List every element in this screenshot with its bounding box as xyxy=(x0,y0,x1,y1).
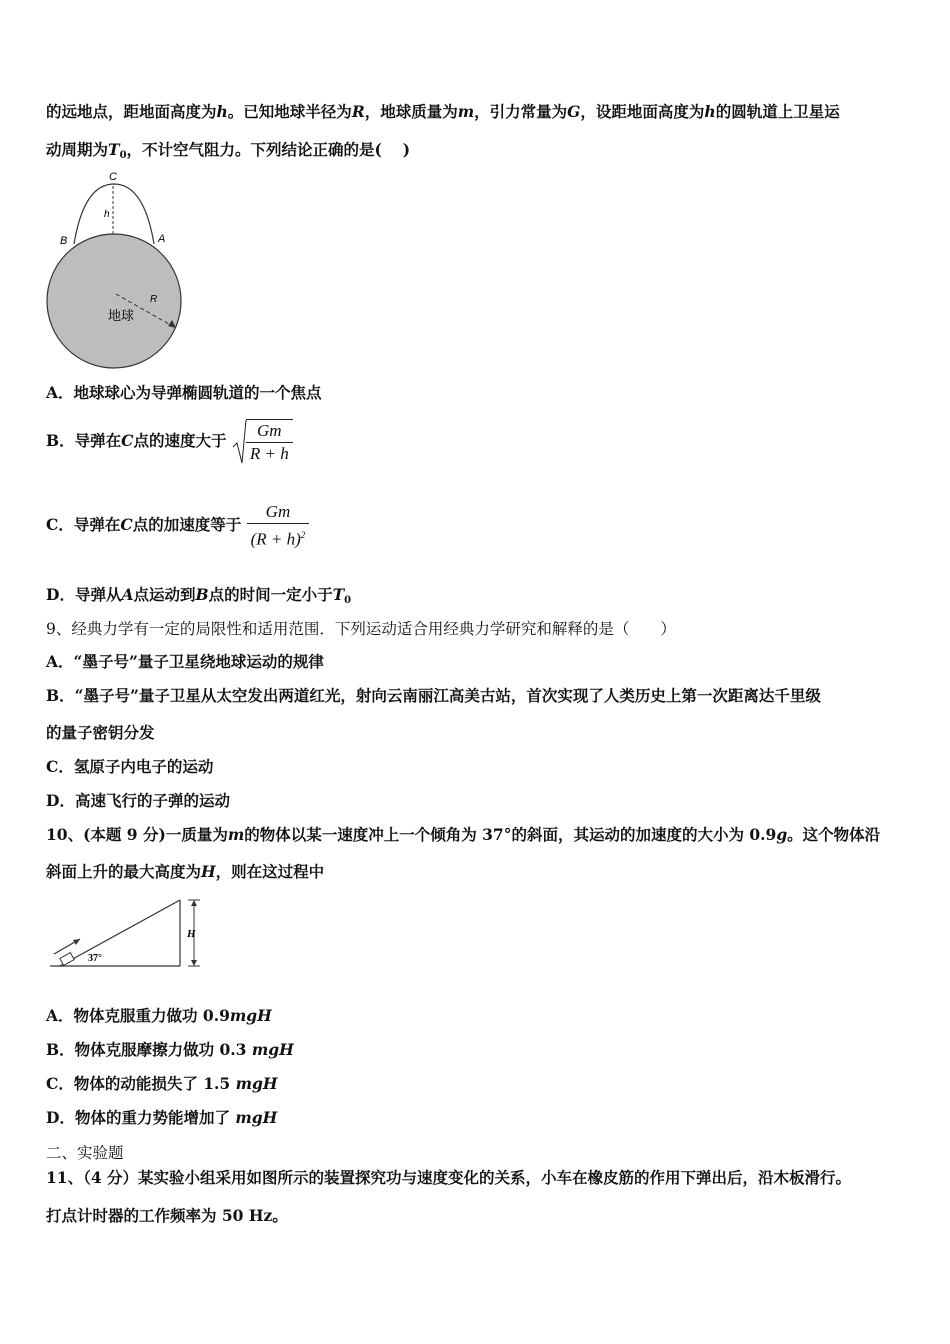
earth-circle xyxy=(47,234,181,368)
q9-option-b-line-1: B．“墨子号”量子卫星从太空发出两道红光，射向云南丽江高美古站，首次实现了人类历史上第一次距离达千里级 xyxy=(46,686,821,705)
label-h-height: H xyxy=(187,928,196,940)
label-c: C xyxy=(109,171,117,183)
q9-option-c: C．氢原子内电子的运动 xyxy=(46,757,214,776)
q8-stem-line-1: 的远地点，距地面高度为h。已知地球半径为R，地球质量为m，引力常量为G，设距地面高度为h的圆轨道上卫星运 xyxy=(46,102,840,121)
q8-stem-line-2: 动周期为$T_0$，不计空气阻力。下列结论正确的是( ) xyxy=(46,140,411,161)
label-earth: 地球 xyxy=(108,309,135,324)
q8-option-c: C．导弹在C点的加速度等于 $\frac{Gm}{(R + h)^2}$ xyxy=(46,500,309,551)
incline-slope xyxy=(60,900,180,966)
label-b: B xyxy=(60,235,68,247)
label-h: h xyxy=(104,209,110,220)
q9-option-d: D．高速飞行的子弹的运动 xyxy=(46,791,230,810)
q9-option-a: A．“墨子号”量子卫星绕地球运动的规律 xyxy=(46,652,324,671)
accel-fraction: $\frac{Gm}{(R + h)^2}$ xyxy=(247,501,310,551)
q8-option-a: A．地球球心为导弹椭圆轨道的一个焦点 xyxy=(46,383,322,402)
q8-option-b: B．导弹在C点的速度大于 $\frac{Gm}{R + h}$ xyxy=(46,418,293,465)
block xyxy=(60,953,74,966)
incline-figure xyxy=(46,892,208,972)
q10-stem-line-1: 10、(本题 9 分)一质量为m的物体以某一速度冲上一个倾角为 37°的斜面，其运动的加速度的大小为 0.9g。这个物体沿 xyxy=(46,825,881,844)
section-heading-experiment: 二、实验题 xyxy=(46,1144,124,1162)
sqrt-expression: $\frac{Gm}{R + h}$ xyxy=(232,419,293,466)
q10-option-c: C．物体的动能损失了 1.5 mgH xyxy=(46,1074,278,1093)
q9-stem: 9、经典力学有一定的局限性和适用范围．下列运动适合用经典力学研究和解释的是（ ） xyxy=(46,620,676,638)
label-a: A xyxy=(158,233,166,245)
q8-option-d: D．导弹从A点运动到B点的时间一定小于$T_0$ xyxy=(46,585,352,606)
label-r: R xyxy=(150,294,158,305)
earth-orbit-figure xyxy=(44,166,194,372)
q10-stem-line-2: 斜面上升的最大高度为H，则在这过程中 xyxy=(46,862,325,881)
q11-stem-line-2: 打点计时器的工作频率为 50 Hz。 xyxy=(46,1206,288,1225)
q10-option-d: D．物体的重力势能增加了 mgH xyxy=(46,1108,278,1127)
q9-option-b-line-2: 的量子密钥分发 xyxy=(46,723,155,742)
q10-option-a: A．物体克服重力做功 0.9mgH xyxy=(46,1006,272,1025)
q11-stem-line-1: 11、（4 分）某实验小组采用如图所示的装置探究功与速度变化的关系，小车在橡皮筋的作用下弹出后，沿木板滑行。 xyxy=(46,1168,852,1187)
label-angle: 37° xyxy=(88,953,102,964)
q10-option-b: B．物体克服摩擦力做功 0.3 mgH xyxy=(46,1040,294,1059)
